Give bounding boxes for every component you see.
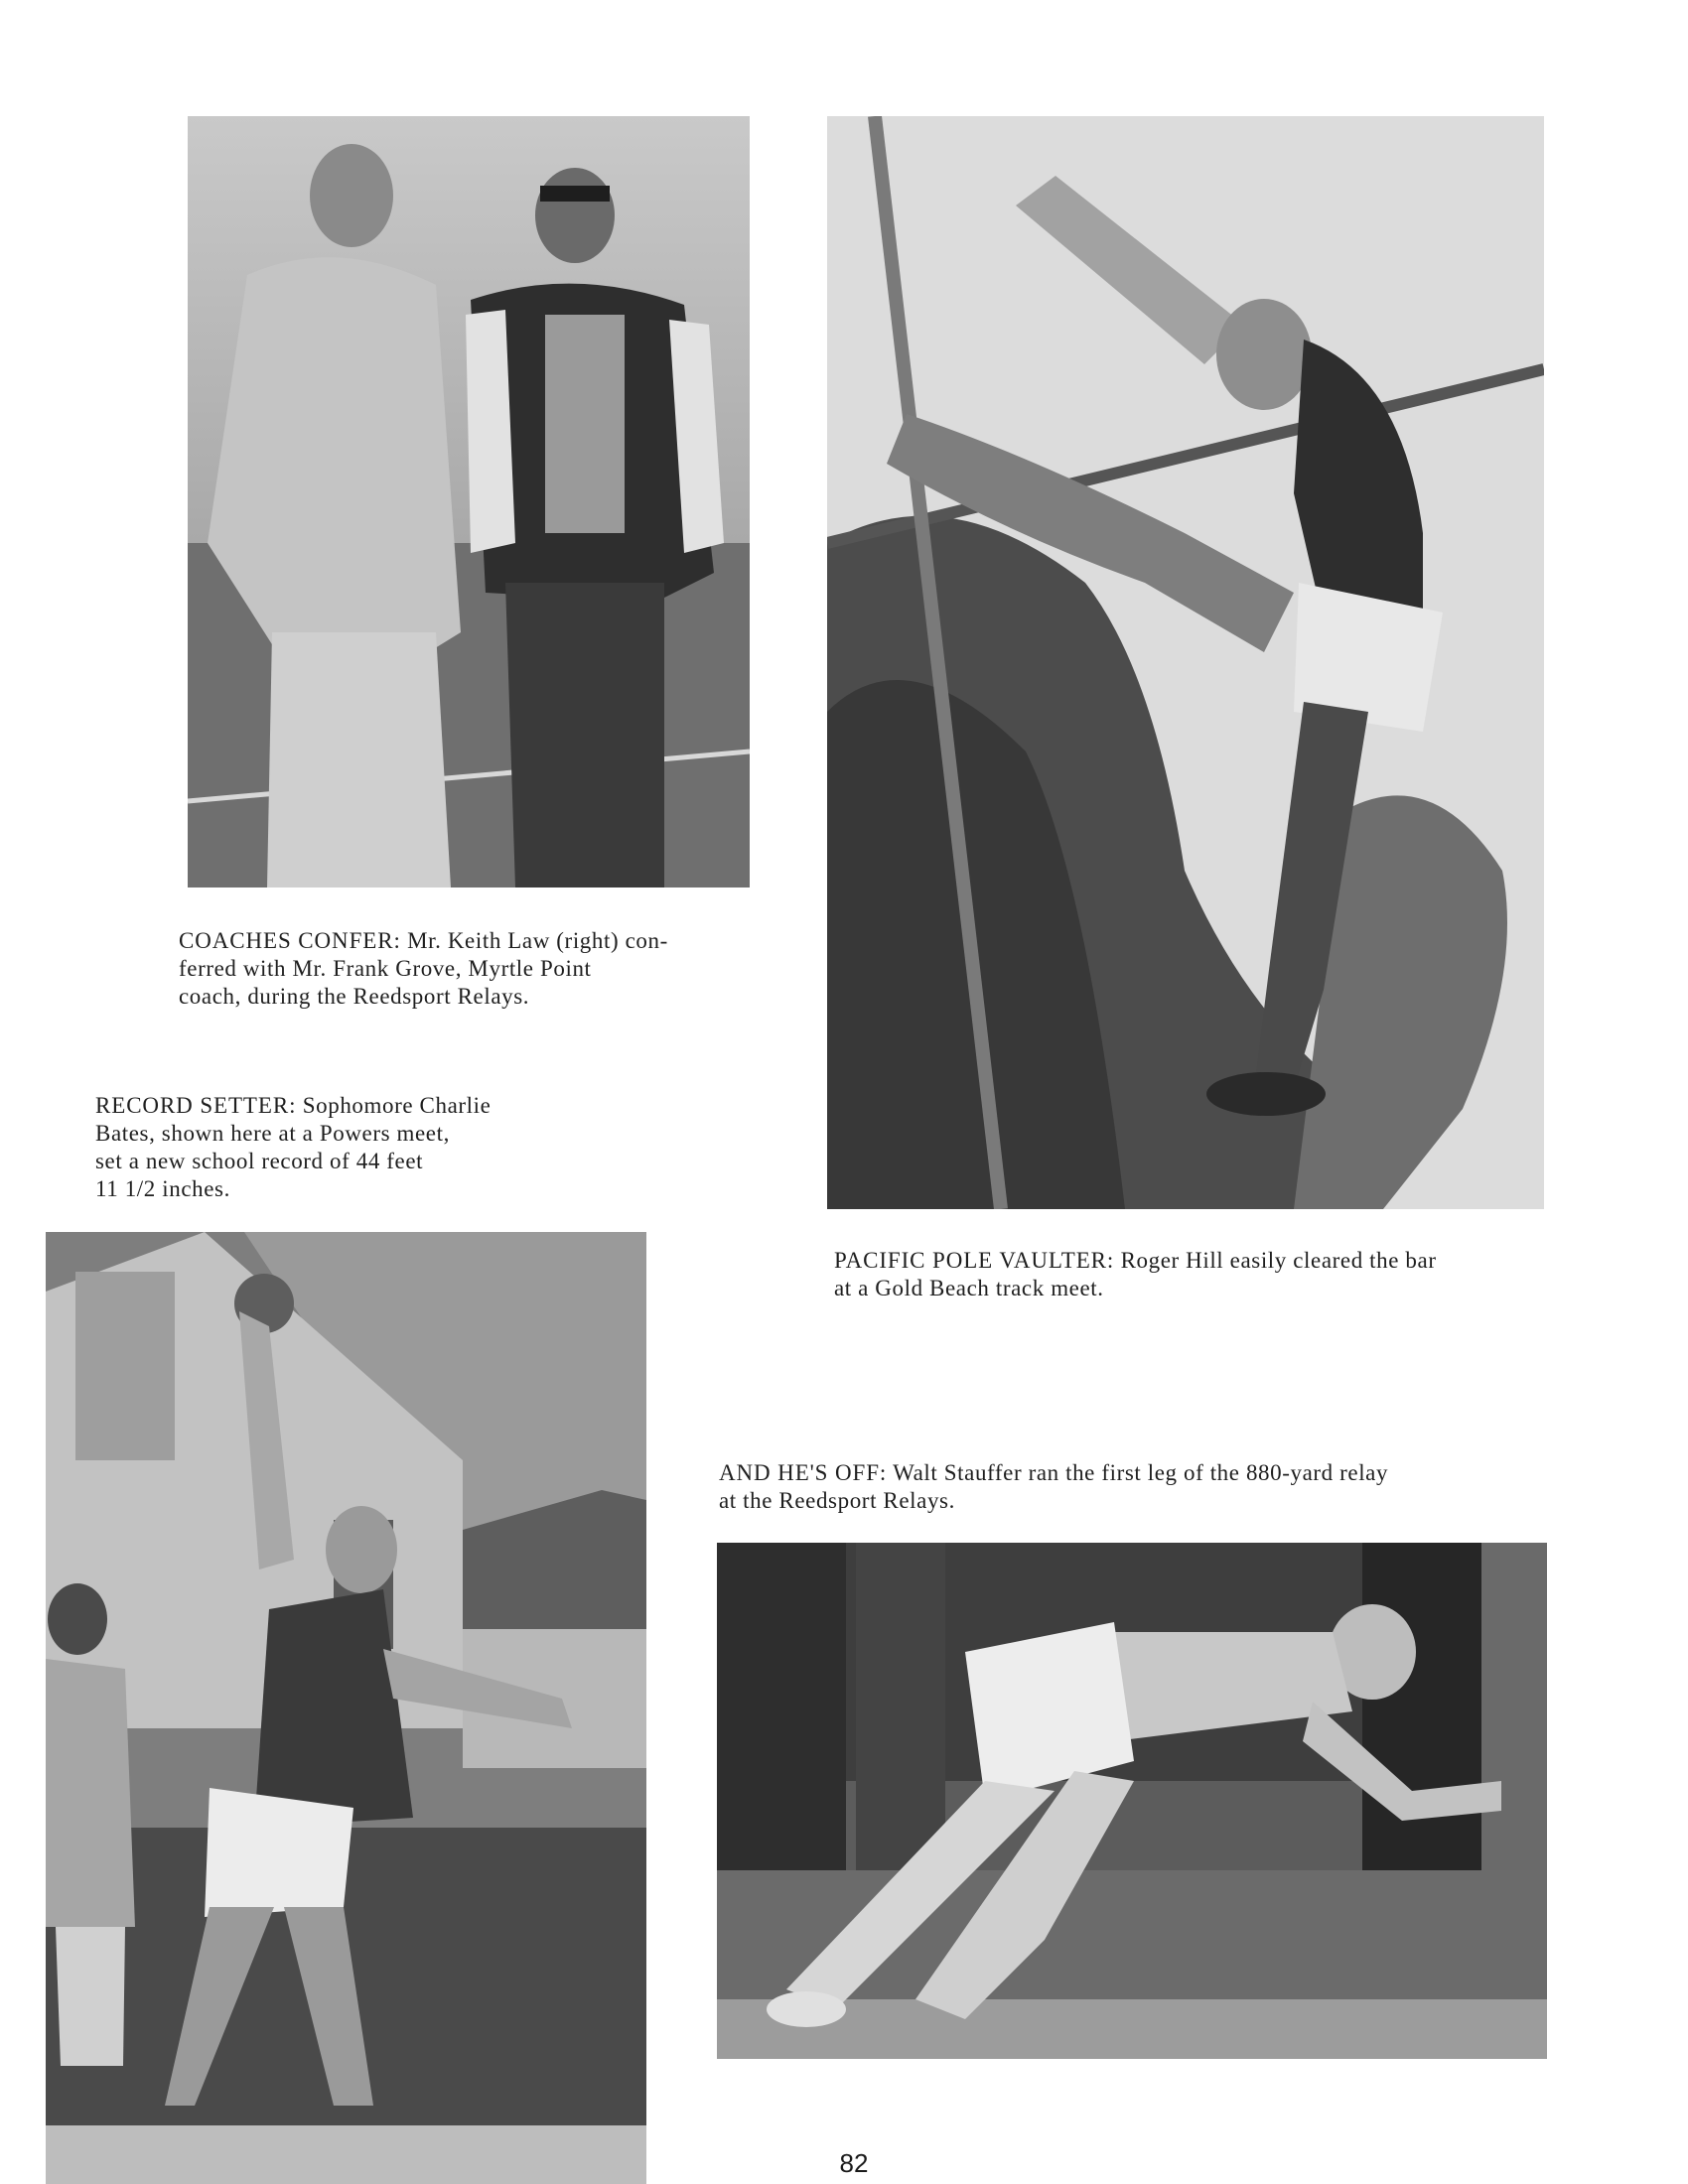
caption-text: Walt Stauffer ran the first leg of the 880-yard relay [893,1460,1389,1485]
relay-caption [719,1459,1543,1515]
caption-line: Bates, shown here at a Powers meet, [95,1121,450,1146]
page-number: 82 [839,2148,869,2178]
vaulter-caption [834,1247,1569,1302]
caption-label: RECORD SETTER: [95,1093,297,1118]
pole-vaulter-photo [827,116,1544,1209]
caption-line: coach, during the Reedsport Relays. [179,984,530,1009]
caption-line [95,1092,612,1120]
caption-label: AND HE'S OFF: [719,1460,888,1485]
caption-text: Sophomore Charlie [302,1093,492,1118]
caption-line: 11 1/2 inches. [95,1176,230,1201]
caption-line: at the Reedsport Relays. [719,1488,955,1513]
caption-text: Roger Hill easily cleared the bar [1120,1248,1437,1273]
caption-line [719,1459,1543,1487]
caption-line [179,927,765,955]
caption-line [834,1247,1569,1275]
caption-label: PACIFIC POLE VAULTER: [834,1248,1115,1273]
caption-text: Mr. Keith Law (right) con- [407,928,668,953]
caption-line: set a new school record of 44 feet [95,1149,424,1173]
caption-line: at a Gold Beach track meet. [834,1276,1104,1300]
shot-putter-photo [46,1232,646,2184]
caption-line: ferred with Mr. Frank Grove, Myrtle Point [179,956,592,981]
record-caption [95,1092,612,1203]
coaches-caption [179,927,765,1011]
relay-start-photo [717,1543,1547,2059]
caption-label: COACHES CONFER: [179,928,401,953]
coaches-photo [188,116,750,887]
